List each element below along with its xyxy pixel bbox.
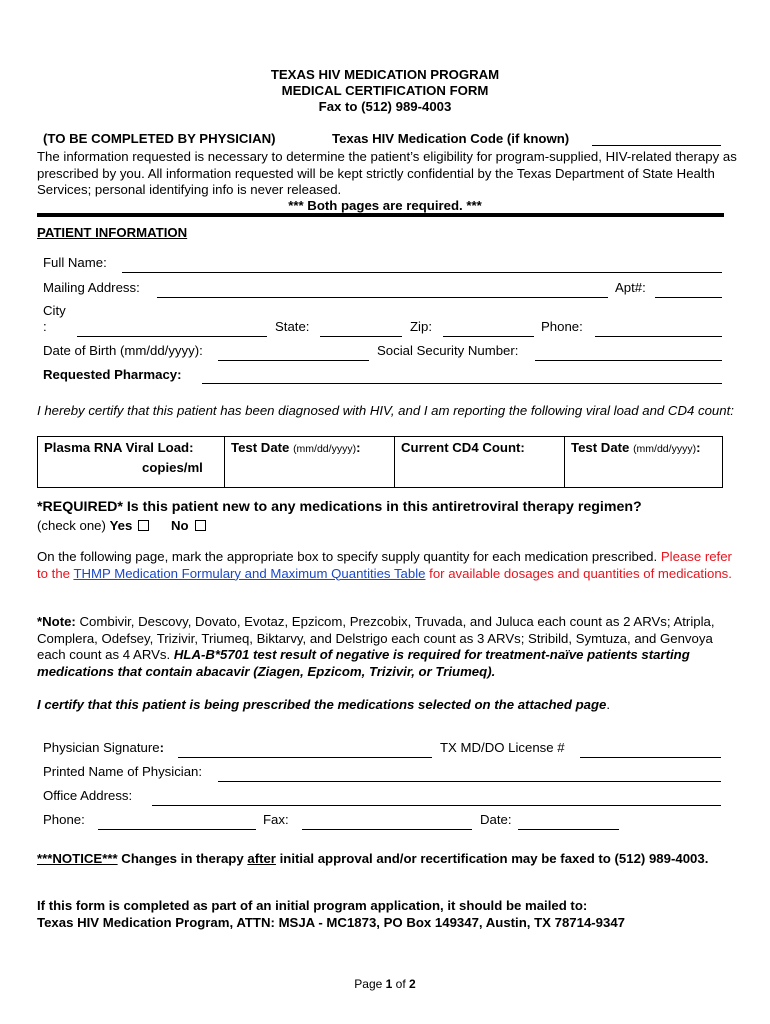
note-label: *Note: <box>37 614 76 629</box>
pharmacy-field[interactable] <box>202 383 722 384</box>
note-text: Combivir, Descovy, Dovato, Evotaz, Epzicom, Prezcobix, Truvada, and Juluca each count as 2 ARVs; Atripla, Complera, Odefsey, Trizivir, Triumeq, Biktarvy, and Delstrigo each count as 3 ARVs; Stribild, Symtuza, and Genvoya each count as 4 ARVs. <box>37 614 715 662</box>
required-question: *REQUIRED* Is this patient new to any medications in this antiretroviral therapy regimen? <box>37 499 642 515</box>
notice-after: after <box>247 851 276 866</box>
notice-text-a: Changes in therapy <box>121 851 244 866</box>
viral-load-table <box>37 436 723 488</box>
attestation: I certify that this patient is being prescribed the medications selected on the attached page. <box>37 697 611 712</box>
viral-test-date-format: (mm/dd/yyyy) <box>293 443 357 455</box>
apt-field[interactable] <box>655 297 722 298</box>
state-field[interactable] <box>320 336 402 337</box>
state-label: State: <box>275 319 310 334</box>
license-label: TX MD/DO License # <box>440 740 565 755</box>
fax-number: Fax to (512) 989-4003 <box>318 99 452 114</box>
city-colon: : <box>43 319 47 334</box>
supply-instructions <box>37 549 737 582</box>
mail-instruction: If this form is completed as part of an initial program application, it should be mailed to: <box>37 898 588 913</box>
supply-text: On the following page, mark the appropriate box to specify supply quantity for each medication prescribed. <box>37 549 658 564</box>
full-name-label: Full Name: <box>43 255 107 270</box>
form-title: TEXAS HIV MEDICATION PROGRAM <box>270 67 500 82</box>
viral-load-label: Plasma RNA Viral Load: <box>44 440 194 455</box>
cd4-test-date-format: (mm/dd/yyyy) <box>633 443 697 455</box>
mailing-address-label: Mailing Address: <box>43 280 140 295</box>
date-label: Date: <box>480 812 512 827</box>
full-name-field[interactable] <box>122 272 722 273</box>
page-word: Page <box>354 977 383 991</box>
cd4-test-date-label: Test Date <box>571 440 630 455</box>
intro-text: The information requested is necessary to determine the patient’s eligibility for program-supplied, HIV-related therapy as prescribed by you. All information requested will be kept strictly confidential by the Texas Department of State Health Services; personal identifying info is never released. <box>37 149 737 197</box>
yes-checkbox[interactable] <box>138 520 149 531</box>
office-address-field[interactable] <box>152 805 721 806</box>
page-total: 2 <box>409 977 416 991</box>
pharmacy-label: Requested Pharmacy: <box>43 367 182 382</box>
supply-refer-text: Please refer to the <box>37 549 732 581</box>
med-code-label: Texas HIV Medication Code (if known) <box>332 131 570 146</box>
med-code-field[interactable] <box>592 145 721 146</box>
page-number <box>0 977 770 991</box>
both-pages-notice: *** Both pages are required. *** <box>288 198 482 213</box>
viral-test-date-cell[interactable]: Test Date (mm/dd/yyyy): <box>225 437 395 488</box>
printed-name-label: Printed Name of Physician: <box>43 764 203 779</box>
page-current: 1 <box>385 977 393 991</box>
attestation-text: I certify that this patient is being prescribed the medications selected on the attached page <box>37 697 607 712</box>
notice-label: ***NOTICE*** <box>37 851 118 866</box>
yes-no-row <box>37 518 206 533</box>
physician-fax-field[interactable] <box>302 829 472 830</box>
apt-label: Apt#: <box>615 280 646 295</box>
formulary-link[interactable]: THMP Medication Formulary and Maximum Quantities Table <box>73 565 426 581</box>
no-label: No <box>171 518 189 533</box>
zip-field[interactable] <box>443 336 534 337</box>
form-subtitle: MEDICAL CERTIFICATION FORM <box>281 83 489 98</box>
city-label: City <box>43 303 66 318</box>
hla-requirement: HLA-B*5701 test result of negative is required for treatment-naïve patients starting medications that contain abacavir (Ziagen, Epzicom, Trizivir, or Triumeq). <box>37 647 690 679</box>
viral-load-statement: I hereby certify that this patient has been diagnosed with HIV, and I am reporting the following viral load and CD4 count: <box>37 403 734 418</box>
physician-signature-text: Physician Signature <box>43 740 160 755</box>
notice-text-b: initial approval and/or recertification may be faxed to (512) 989-4003. <box>279 851 709 866</box>
physician-signature-field[interactable] <box>178 757 432 758</box>
office-address-label: Office Address: <box>43 788 133 803</box>
ssn-label: Social Security Number: <box>377 343 519 358</box>
physician-phone-label: Phone: <box>43 812 85 827</box>
zip-label: Zip: <box>410 319 432 334</box>
mail-address: Texas HIV Medication Program, ATTN: MSJA - MC1873, PO Box 149347, Austin, TX 78714-9347 <box>37 915 626 930</box>
viral-test-date-label: Test Date <box>231 440 290 455</box>
license-field[interactable] <box>580 757 721 758</box>
city-field[interactable] <box>77 336 267 337</box>
dob-label: Date of Birth (mm/dd/yyyy): <box>43 343 203 358</box>
notice <box>37 846 737 872</box>
date-field[interactable] <box>518 829 619 830</box>
physician-phone-field[interactable] <box>98 829 256 830</box>
phone-label: Phone: <box>541 319 583 334</box>
physician-signature-label: Physician Signature: <box>43 740 164 755</box>
arv-note <box>37 614 737 680</box>
cd4-count-label: Current CD4 Count: <box>401 440 525 455</box>
mailing-address-field[interactable] <box>157 297 608 298</box>
copies-label: copies/ml <box>142 460 203 475</box>
ssn-field[interactable] <box>535 360 722 361</box>
patient-info-heading: PATIENT INFORMATION <box>37 225 188 240</box>
no-checkbox[interactable] <box>195 520 206 531</box>
check-one-label: (check one) <box>37 518 106 533</box>
page-of: of <box>395 977 406 991</box>
physician-fax-label: Fax: <box>263 812 289 827</box>
cd4-count-cell[interactable] <box>395 437 565 488</box>
cd4-test-date-cell[interactable]: Test Date (mm/dd/yyyy): <box>565 437 723 488</box>
yes-label: Yes <box>109 518 133 533</box>
viral-load-cell[interactable] <box>38 437 225 488</box>
header-divider <box>37 213 724 217</box>
printed-name-field[interactable] <box>218 781 721 782</box>
dob-field[interactable] <box>218 360 369 361</box>
supply-dosage-text: for available dosages and quantities of medications. <box>429 565 732 581</box>
phone-field[interactable] <box>595 336 722 337</box>
completed-by-label: (TO BE COMPLETED BY PHYSICIAN) <box>43 131 276 146</box>
